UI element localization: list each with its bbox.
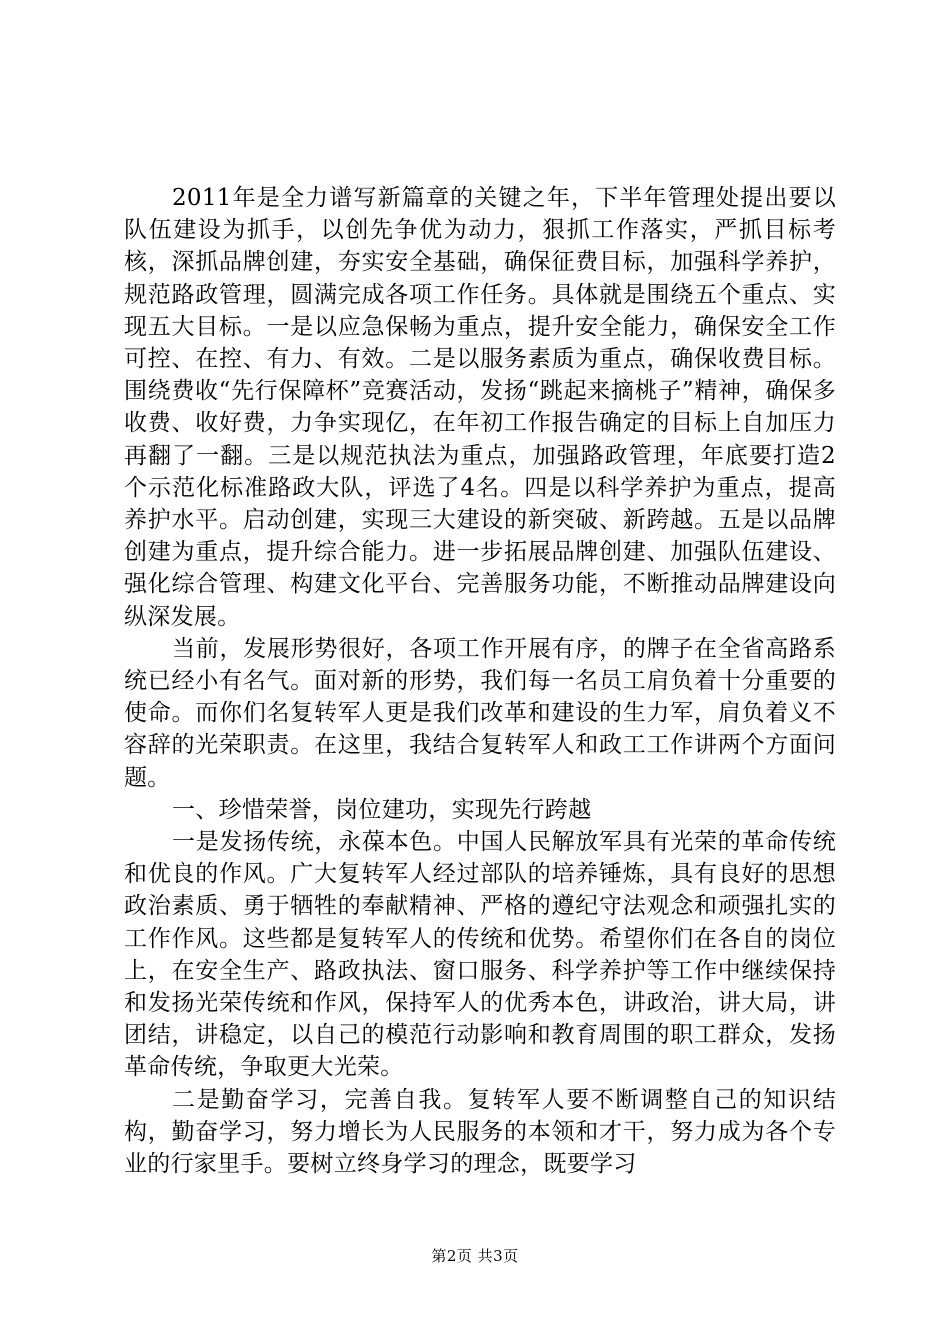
paragraph-carry-forward-tradition: 一是发扬传统，永葆本色。中国人民解放军具有光荣的革命传统和优良的作风。广大复转军人经过部队的培养锤炼，具有良好的思想政治素质、勇于牺牲的奉献精神、严格的遵纪守法观念和顽强扎实的工作作风。这些都是复转军人的传统和优势。希望你们在各自的岗位上，在安全生产、路政执法、窗口服务、科学养护等工作中继续保持和发扬光荣传统和作风，保持军人的优秀本色，讲政治，讲大局，讲团结，讲稳定，以自己的模范行动影响和教育周围的职工群众，发扬革命传统，争取更大光荣。 — [124, 829, 836, 1081]
section-heading-one: 一、珍惜荣誉，岗位建功，实现先行跨越 — [172, 796, 592, 823]
document-body — [124, 182, 836, 1180]
paragraph-study-diligently: 二是勤奋学习，完善自我。复转军人要不断调整自己的知识结构，勤奋学习，努力增长为人民服务的本领和才干，努力成为各个专业的行家里手。要树立终身学习的理念，既要学习 — [124, 1086, 836, 1178]
paragraph-current-situation: 当前，发展形势很好，各项工作开展有序，的牌子在全省高路系统已经小有名气。面对新的形势，我们每一名员工肩负着十分重要的使命。而你们名复转军人更是我们改革和建设的生力军，肩负着义不容辞的光荣职责。在这里，我结合复转军人和政工工作讲两个方面问题。 — [124, 635, 836, 791]
paragraph-annual-goals: 2011年是全力谱写新篇章的关键之年，下半年管理处提出要以队伍建设为抓手，以创先争优为动力，狠抓工作落实，严抓目标考核，深抓品牌创建，夯实安全基础，确保征费目标，加强科学养护，规范路政管理，圆满完成各项工作任务。具体就是围绕五个重点、实现五大目标。一是以应急保畅为重点，提升安全能力，确保安全工作可控、在控、有力、有效。二是以服务素质为重点，确保收费目标。围绕费收“先行保障杯”竞赛活动，发扬“跳起来摘桃子”精神，确保多收费、收好费，力争实现亿，在年初工作报告确定的目标上自加压力再翻了一翻。三是以规范执法为重点，加强路政管理，年底要打造2个示范化标准路政大队，评选了4名。四是以科学养护为重点，提高养护水平。启动创建，实现三大建设的新突破、新跨越。五是以品牌创建为重点，提升综合能力。进一步拓展品牌创建、加强队伍建设、强化综合管理、构建文化平台、完善服务功能，不断推动品牌建设向纵深发展。 — [124, 185, 836, 630]
page-footer: 第2页 共3页 — [431, 1247, 519, 1265]
